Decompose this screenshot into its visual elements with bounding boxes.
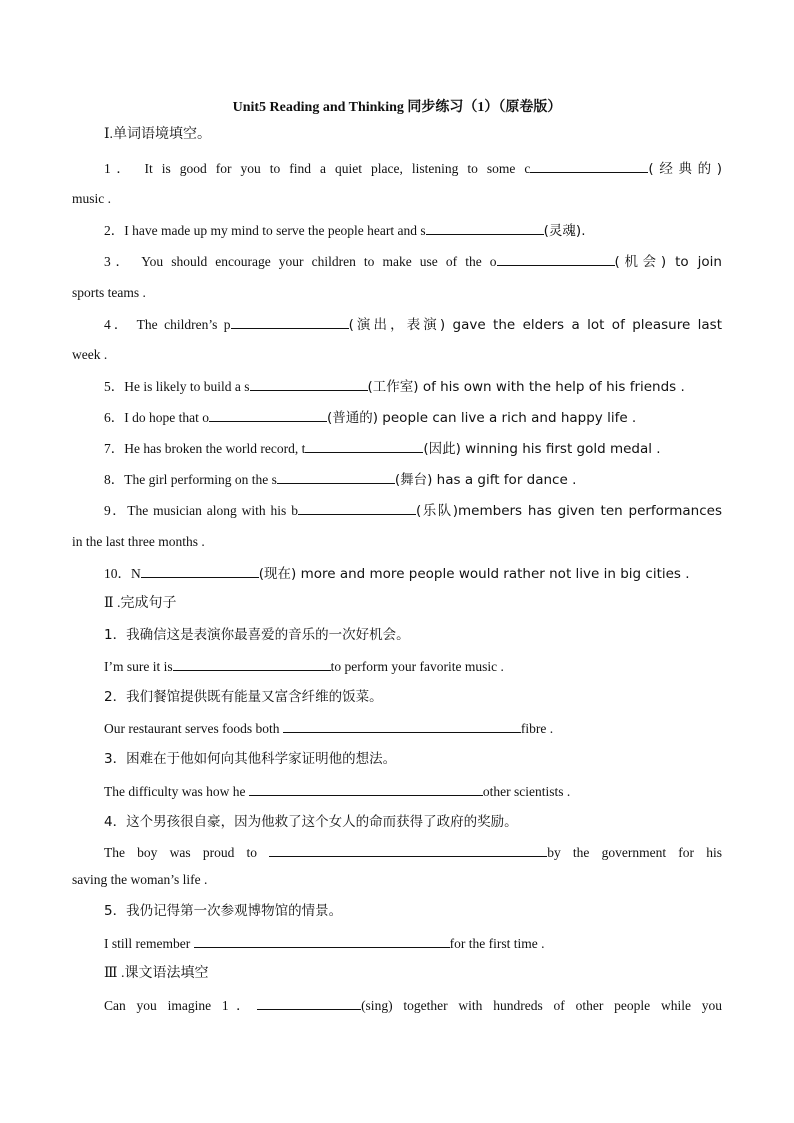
sentence-5-chinese: 5．我仍记得第一次参观博物馆的情景。: [104, 903, 343, 919]
question-4-cont: week .: [72, 347, 108, 362]
answer-blank-1[interactable]: [530, 159, 648, 173]
section-2-heading: Ⅱ .完成句子: [104, 596, 177, 611]
page-title: Unit5 Reading and Thinking 同步练习（1）（原卷版）: [232, 100, 562, 115]
sentence-blank-3[interactable]: [249, 782, 483, 796]
sentence-4: The boy was proud to by the government for his: [104, 845, 722, 860]
sentence-2: Our restaurant serves foods both fibre .: [104, 721, 554, 736]
sentence-blank-4[interactable]: [269, 843, 547, 857]
sentence-4-cont: saving the woman’s life .: [72, 872, 208, 887]
answer-blank-9[interactable]: [298, 501, 416, 515]
sentence-1-chinese: 1．我确信这是表演你最喜爱的音乐的一次好机会。: [104, 627, 410, 643]
passage-blank-1[interactable]: [257, 996, 361, 1010]
answer-blank-7[interactable]: [305, 439, 423, 453]
section-1-heading: Ⅰ.单词语境填空。: [104, 127, 212, 142]
sentence-5: I still remember for the first time .: [104, 936, 545, 951]
sentence-4-chinese: 4．这个男孩很自豪，因为他救了这个女人的命而获得了政府的奖励。: [104, 814, 518, 830]
sentence-3-chinese: 3．困难在于他如何向其他科学家证明他的想法。: [104, 751, 397, 767]
question-1: 1． It is good for you to find a quiet place, listening to some c (经典的): [104, 161, 722, 177]
question-4: 4． The children’s p (演出，表演) gave the elders a lot of pleasure last: [104, 317, 722, 333]
answer-blank-10[interactable]: [141, 564, 259, 578]
sentence-blank-2[interactable]: [283, 719, 521, 733]
question-8: 8．The girl performing on the s (舞台) has a gift for dance .: [104, 472, 577, 488]
sentence-1: I’m sure it is to perform your favorite music .: [104, 659, 504, 674]
question-5: 5．He is likely to build a s (工作室) of his own with the help of his friends .: [104, 379, 685, 395]
sentence-3: The difficulty was how he other scientists .: [104, 784, 571, 799]
question-6: 6．I do hope that o (普通的) people can live a rich and happy life .: [104, 410, 637, 426]
section-3-heading: Ⅲ .课文语法填空: [104, 966, 209, 981]
question-3-cont: sports teams .: [72, 285, 146, 300]
question-9: 9．The musician along with his b (乐队)members has given ten performances: [104, 503, 722, 519]
answer-blank-8[interactable]: [277, 470, 395, 484]
answer-blank-6[interactable]: [209, 408, 327, 422]
answer-blank-3[interactable]: [497, 252, 615, 266]
answer-blank-5[interactable]: [250, 377, 368, 391]
passage-line-1: Can you imagine 1． (sing) together with hundreds of other people while you: [104, 998, 723, 1013]
question-10: 10．N (现在) more and more people would rather not live in big cities .: [104, 566, 690, 582]
question-2: 2．I have made up my mind to serve the people heart and s (灵魂).: [104, 223, 586, 239]
sentence-2-chinese: 2．我们餐馆提供既有能量又富含纤维的饭菜。: [104, 689, 383, 705]
question-3: 3． You should encourage your children to make use of the o (机会) to join: [104, 254, 722, 270]
question-9-cont: in the last three months .: [72, 534, 205, 549]
question-7: 7．He has broken the world record, t (因此) winning his first gold medal .: [104, 441, 661, 457]
answer-blank-2[interactable]: [426, 221, 544, 235]
question-1-cont: music .: [72, 191, 111, 206]
sentence-blank-1[interactable]: [173, 657, 331, 671]
answer-blank-4[interactable]: [231, 315, 349, 329]
sentence-blank-5[interactable]: [194, 934, 450, 948]
